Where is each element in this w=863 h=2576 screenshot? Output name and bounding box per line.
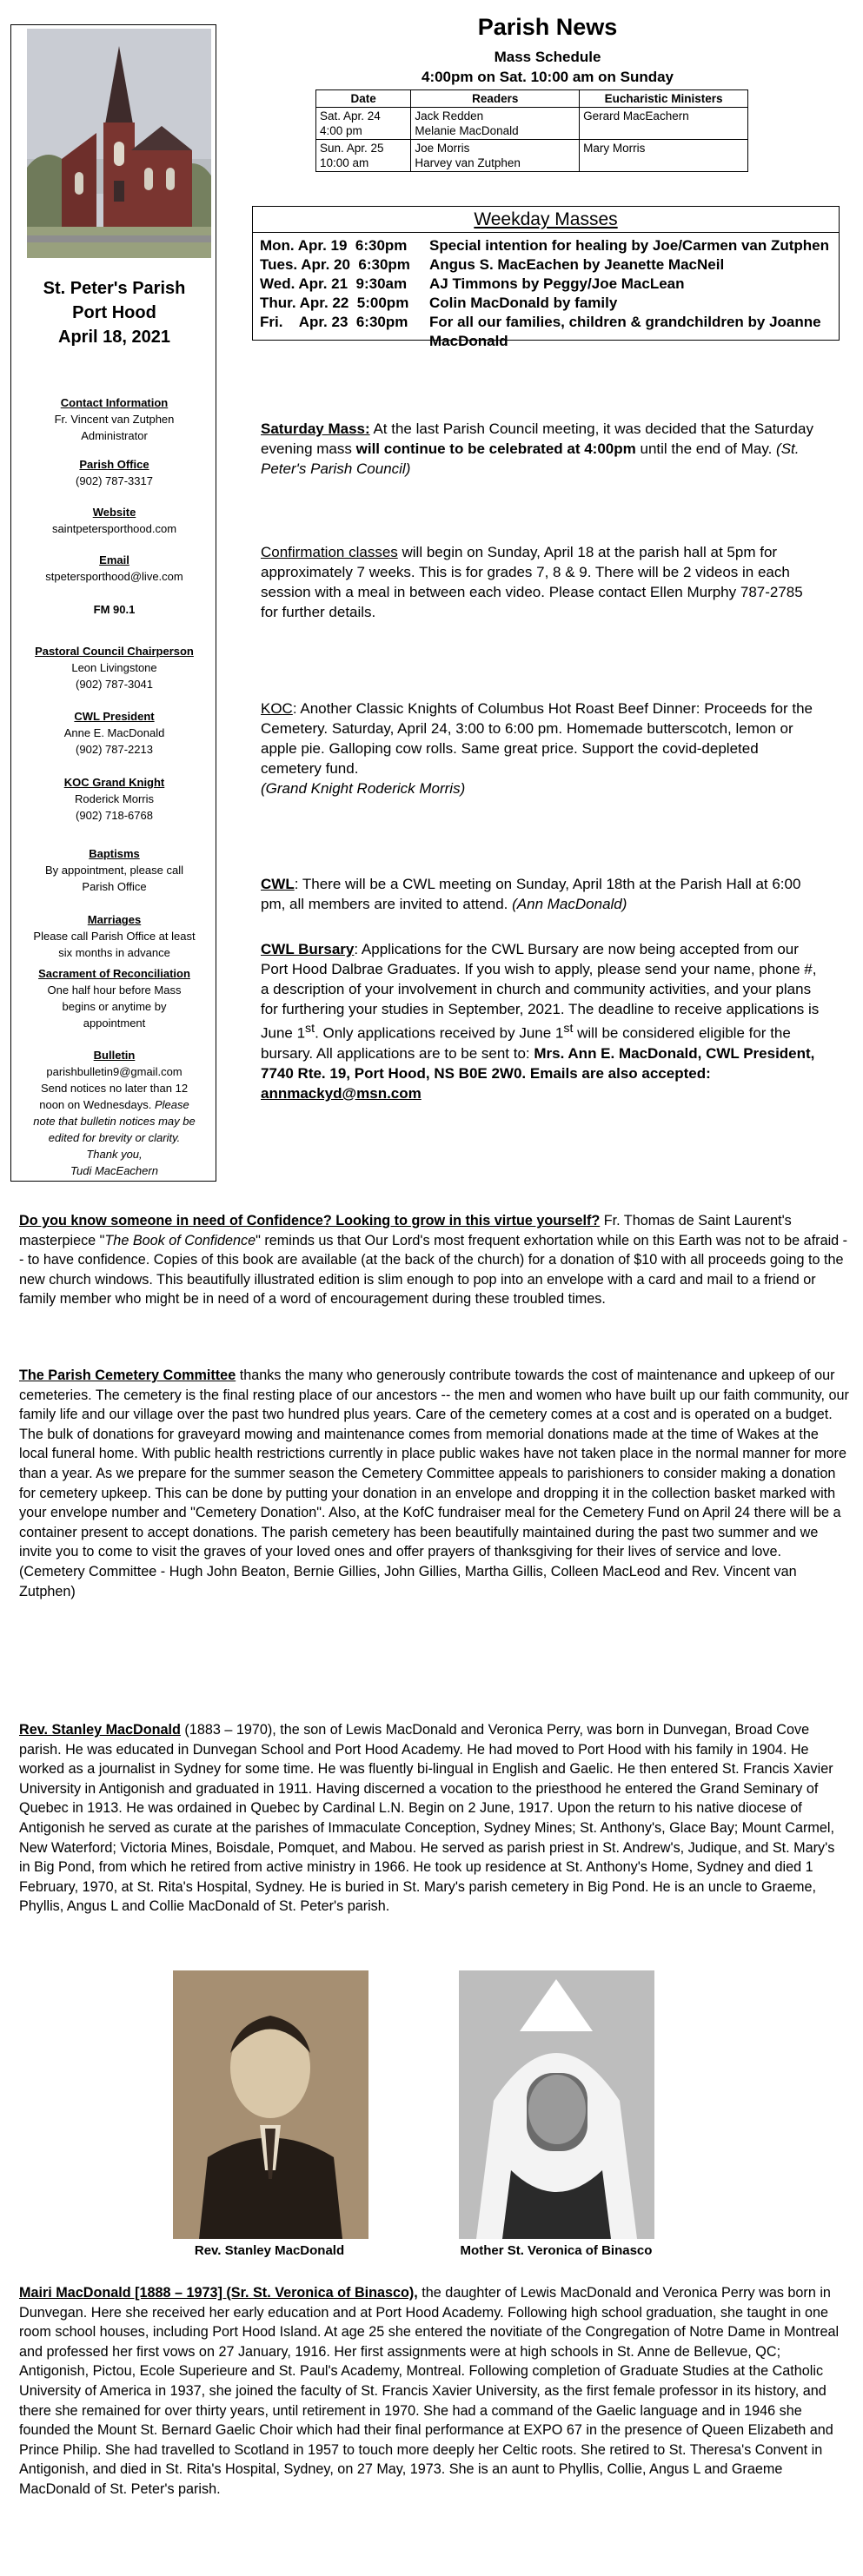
koc-line: (902) 718-6768 [76,809,153,822]
bursary-email-link[interactable]: annmackyd@msn.com [261,1084,422,1102]
reader: Jack Redden [415,109,484,123]
koc-notice [261,699,817,798]
schedule-date-cell [316,140,411,172]
reconciliation-line: begins or anytime by [62,1000,167,1013]
office-heading: Parish Office [79,458,149,471]
cwl-bursary-notice [261,939,821,1103]
reconciliation-section [11,965,217,1031]
parish-town: Port Hood [72,303,156,322]
reader: Melanie MacDonald [415,124,519,137]
bulletin-note: note that bulletin notices may be [33,1115,196,1128]
notice-label: CWL Bursary [261,941,355,957]
schedule-minister-cell: Mary Morris [580,140,748,172]
notice-text: will begin on Sunday, April 18 at the parish hall at 5pm for approximately 7 weeks. This is for grades 7, 8 & 9. There will be 2 videos in each session with a meal in between each video. Please contact Ellen Murphy 787-2785 for further details. [261,544,803,620]
weekday-date: Mon. Apr. 19 6:30pm [260,237,408,254]
saturday-mass-notice [261,419,821,479]
parish-name: St. Peter's Parish [43,279,186,298]
weekday-intention: For all our families, children & grandchildren by Joanne MacDonald [429,314,821,349]
contact-heading: Contact Information [60,396,169,409]
bulletin-note: edited for brevity or clarity. [48,1131,181,1144]
marriages-section [11,911,217,961]
email-link[interactable]: stpetersporthood@live.com [45,570,183,583]
pastoral-section [11,643,217,692]
koc-line: Roderick Morris [74,792,154,805]
marriages-line: Please call Parish Office at least [33,930,196,943]
mass-schedule-times: 4:00pm on Sat. 10:00 am on Sunday [421,69,674,85]
notice-credit: (Grand Knight Roderick Morris) [261,780,466,797]
notice-text: until the end of May. [635,440,777,457]
baptisms-heading: Baptisms [89,847,140,860]
contact-section [11,394,217,444]
reader: Harvey van Zutphen [415,156,521,169]
bulletin-date: April 18, 2021 [58,328,170,347]
weekday-intention: Special intention for healing by Joe/Carmen van Zutphen [429,237,830,254]
sidebar [10,24,216,1182]
bulletin-email[interactable]: parishbulletin9@gmail.com [46,1065,183,1078]
notice-label: Confirmation classes [261,544,398,560]
office-phone: (902) 787-3317 [76,474,153,487]
stanley-article [19,1720,849,1917]
schedule-row [316,140,748,172]
website-section [11,504,217,537]
notice-emphasis: will continue to be celebrated at 4:00pm [355,440,636,457]
koc-section [11,774,217,824]
reconciliation-heading: Sacrament of Reconciliation [38,967,190,980]
reconciliation-line: One half hour before Mass [47,983,182,997]
bulletin-section [11,1047,217,1179]
notice-text: will be considered eligible for the bursary. All applications are to be sent to: [261,1024,791,1062]
date-line: Sat. Apr. 24 [320,109,381,123]
contact-line: Administrator [81,429,148,442]
notice-label: KOC [261,700,293,717]
weekday-masses-title: Weekday Masses [253,207,839,233]
weekday-date: Wed. Apr. 21 9:30am [260,275,408,292]
article-text: thanks the many who generously contribute towards the cost of maintenance and upkeep of our cemeteries. The cemetery is the final resting place of our ancestors -- the men and women who have built up our faith community, our family life and our village over the past two hundred plus years. Care of the cemetery comes at a cost and is operated on a budget. The bulk of donations for graveyard mowing and maintenance comes from memorial donations made at the time of Wakes at the local funeral home. With public health restrictions currently in place public wakes have not taken place in the normal manner for more than a year. As we prepare for the summer season the Cemetery Committee appeals to parishioners to consider making a donation for cemetery upkeep. This can be done by putting your donation in an envelope and dropping it in the collection basket marked with your envelope number and "Cemetery Donation". Also, at the KofC fundraiser meal for the Cemetery Fund on April 24 there will be a container present to accept donations. The parish cemetery has been beautifully maintained during the past two summer and we invite you to come to visit the graves of your loved ones and offer prayers of thanksgiving for their lives of service and love. (Cemetery Committee - Hugh John Beaton, Bernie Gillies, John Gillies, Martha Gillis, Colleen MacLeod and Rev. Vincent van Zutphen) [19,1367,849,1599]
notice-label: CWL [261,876,295,892]
mass-schedule-heading [248,47,847,87]
date-line: Sun. Apr. 25 [320,142,384,155]
confirmation-notice [261,542,821,622]
koc-heading: KOC Grand Knight [63,776,165,789]
col-header: Eucharistic Ministers [580,90,748,108]
weekday-row [260,255,839,275]
article-heading: Do you know someone in need of Confidence? Looking to grow in this virtue yourself? [19,1213,601,1228]
weekday-intention: AJ Timmons by Peggy/Joe MacLean [429,275,685,292]
cemetery-article [19,1366,849,1601]
weekday-intention: Angus S. MacEachen by Jeanette MacNeil [429,256,725,273]
website-link[interactable]: saintpetersporthood.com [51,522,177,535]
weekday-date: Tues. Apr. 20 6:30pm [260,256,410,273]
book-title: The Book of Confidence [104,1232,256,1248]
email-section [11,552,217,585]
fm-station: FM 90.1 [93,603,136,616]
weekday-row [260,275,839,294]
cwl-line: Anne E. MacDonald [63,726,165,739]
bursary-address: Mrs. Ann E. MacDonald, CWL President, 7740 Rte. 19, Port Hood, NS B0E 2W0. Emails are also accepted: [261,1044,815,1082]
weekday-masses-box [252,206,840,349]
notice-credit: (St. Peter's Parish Council) [261,440,800,477]
photo-caption: Rev. Stanley MacDonald [194,2243,345,2258]
contact-line: Fr. Vincent van Zutphen [54,413,175,426]
bulletin-heading: Bulletin [93,1049,136,1062]
bulletin-note: Please [155,1098,189,1111]
schedule-table [315,89,748,172]
pastoral-line: Leon Livingstone [71,661,157,674]
bulletin-line: noon on Wednesdays. [39,1098,152,1111]
article-text: " reminds us that Our Lord's most frequent exhortation while on this Earth was not to be afraid -- to have confidence. Copies of this book are available (at the back of the church) for a donation of $10 with all proceeds going to the new church windows. This beautifully illustrated edition is slim enough to pop into an envelope with a card and mail to a friend or family member who might be in need of a word of encouragement during these troubled times. [19,1232,848,1308]
mairi-article [19,2283,849,2500]
reconciliation-line: appointment [83,1016,146,1030]
article-text: the daughter of Lewis MacDonald and Veronica Perry was born in Dunvegan. Here she received her early education and at Port Hood Academy. Following high school graduation, she taught in one room school houses, including Port Hood Island. At age 25 she entered the novitiate of the Congregation of Notre Dame in Montreal and professed her first vows on 27 January, 1916. Her first assignments were at high schools in St. Anne de Bellevue, QC; Antigonish, Pictou, Ecole Superieure and St. Paul's Academy, Montreal. Following completion of Graduate Studies at the Catholic University of America in 1937, she joined the faculty of St. Francis Xavier University, as the first female professor in its history, and there she remained for over thirty years, until retirement in 1970. She had a command of the Gaelic language and in 1946 she founded the Mount St. Bernard Gaelic Choir which had their final performance at EXPO 67 in the presence of Queen Elizabeth and Prince Philip. She had travelled to Scotland in 1957 to touch more deeply her Celtic roots. She retired to St. Theresa's Convent in Antigonish, and died in St. Rita's Hospital, Sydney, on 27 May, 1973. She is an aunt to Phyllis, Collie, Angus L and Graeme MacDonald of St. Peter's parish. [19,2285,840,2497]
photo-caption: Mother St. Veronica of Binasco [460,2243,653,2258]
veronica-portrait [459,1970,654,2239]
notice-text: : There will be a CWL meeting on Sunday, April 18th at the Parish Hall at 6:00 pm, all members are invited to attend. [261,876,801,912]
time-line: 10:00 am [320,156,369,169]
time-line: 4:00 pm [320,124,362,137]
cwl-section [11,708,217,758]
pastoral-line: (902) 787-3041 [76,678,153,691]
article-text: (1883 – 1970), the son of Lewis MacDonald and Veronica Perry, was born in Dunvegan, Broad Cove parish. He was educated in Dunvegan School and Port Hood Academy. He had moved to Port Hood with his family in 1904. He worked as a journalist in Sydney for some time. He was fluently bi-lingual in English and Gaelic. He then entered St. Francis Xavier University in Antigonish and graduated in 1911. Having discerned a vocation to the priesthood he entered the Grand Seminary of Quebec in 1913. He was ordained in Quebec by Cardinal L.N. Begin on 2 June, 1917. Upon the return to his native diocese of Antigonish he served as curate at the parishes of Immaculate Conception, Sydney Mines; St. Anthony's, Glace Bay; Mount Carmel, New Waterford; Victoria Mines, Boisdale, Pomquet, and Mabou. He served as parish priest in St. Andrew's, Judique, and St. Mary's in Big Pond, from which he retired from active ministry in 1966. He took up residence at St. Anthony's Home, Sydney and died 1 February, 1970, at St. Rita's Hospital, Sydney. He is buried in St. Mary's parish cemetery in Big Pond. He is an uncle to Graeme, Phyllis, Angus L and Collie MacDonald of St. Peter's parish. [19,1722,835,1915]
reader: Joe Morris [415,142,470,155]
office-section [11,456,217,489]
col-header: Date [316,90,411,108]
cwl-notice [261,874,821,914]
notice-text: : Applications for the CWL Bursary are now being accepted from our Port Hood Dalbrae Graduates. If you wish to apply, please send your name, phone #, a description of your involvement in church and community activities, and your plans for furthering your studies in September, 2021. The deadline to receive applications is June 1 [261,941,820,1042]
schedule-readers-cell [411,140,580,172]
schedule-readers-cell [411,108,580,140]
pastoral-heading: Pastoral Council Chairperson [35,645,194,658]
notice-text: . Only applications received by June 1 [315,1024,564,1042]
weekday-date: Thur. Apr. 22 5:00pm [260,295,409,311]
email-heading: Email [99,553,129,566]
baptisms-line: By appointment, please call [45,864,183,877]
schedule-minister-cell: Gerard MacEachern [580,108,748,140]
schedule-row [316,108,748,140]
ordinal-suffix: st [563,1022,574,1036]
marriages-heading: Marriages [87,913,142,926]
cwl-heading: CWL President [74,710,155,723]
article-heading: Rev. Stanley MacDonald [19,1722,181,1738]
cwl-line: (902) 787-2213 [76,743,153,756]
stanley-portrait [173,1970,368,2239]
bulletin-note: Thank you, [86,1148,143,1161]
baptisms-section [11,845,217,895]
notice-label: Saturday Mass: [261,421,370,437]
weekday-row [260,294,839,313]
schedule-header-row [316,90,748,108]
article-text: Fr. Thomas de Saint Laurent's masterpiece " [19,1213,792,1248]
marriages-line: six months in advance [58,946,170,959]
article-heading: The Parish Cemetery Committee [19,1367,236,1383]
weekday-row [260,313,839,351]
col-header: Readers [411,90,580,108]
schedule-date-cell [316,108,411,140]
notice-text: : Another Classic Knights of Columbus Hot Roast Beef Dinner: Proceeds for the Cemetery. Saturday, April 24, 3:00 to 6:00 pm. Homemade butterscotch, lemon or apple pie. Galloping cow rolls. Same great price. Support the covid-depleted cemetery fund. [261,700,813,777]
notice-credit: (Ann MacDonald) [512,896,627,912]
church-photo [27,29,211,258]
notice-text: At the last Parish Council meeting, it was decided that the Saturday evening mass [261,421,813,457]
baptisms-line: Parish Office [82,880,147,893]
parish-title-block [11,276,217,349]
article-heading: Mairi MacDonald [1888 – 1973] (Sr. St. Veronica of Binasco), [19,2285,418,2301]
weekday-intention: Colin MacDonald by family [429,295,618,311]
mass-schedule-subtitle: Mass Schedule [494,49,601,65]
weekday-date: Fri. Apr. 23 6:30pm [260,314,408,330]
ordinal-suffix: st [305,1022,315,1036]
bulletin-line: Send notices no later than 12 [40,1082,189,1095]
page-title: Parish News [477,14,618,40]
weekday-masses-list [253,233,839,351]
weekday-row [260,236,839,255]
bulletin-signature: Tudi MacEachern [70,1164,158,1177]
confidence-article [19,1211,849,1309]
website-heading: Website [92,506,136,519]
